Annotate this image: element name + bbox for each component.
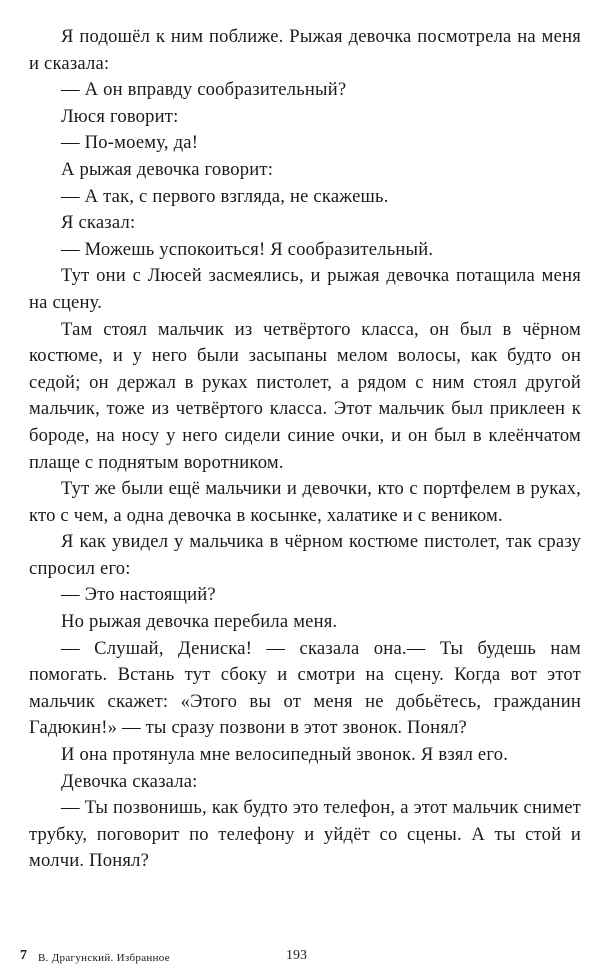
signature-mark: 7 [20, 948, 27, 963]
paragraph: Я как увидел у мальчика в чёрном костюме пистолет, так сразу спросил его: [29, 531, 581, 579]
paragraph: Люся говорит: [61, 105, 179, 127]
paragraph: Там стоял мальчик из четвёртого класса, он был в чёрном костюме, и у него были засыпаны мелом волосы, как будто он седой; он держал в руках пистолет, а рядом с ним стоял другой мальчик, тоже из четвёртого класса. Этот мальчик был приклеен к бороде, на носу у него сидели синие очки, и он был в клеёнчатом плаще с поднятым воротником. [29, 318, 581, 473]
page-body [29, 24, 581, 875]
paragraph: Тут они с Люсей засмеялись, и рыжая девочка потащила меня на сцену. [29, 265, 581, 313]
paragraph: Я подошёл к ним поближе. Рыжая девочка посмотрела на меня и сказала: [29, 26, 581, 74]
paragraph: Девочка сказала: [61, 770, 198, 792]
paragraph: Но рыжая девочка перебила меня. [61, 611, 338, 633]
running-title: В. Драгунский. Избранное [38, 952, 170, 964]
paragraph: Я сказал: [61, 212, 136, 234]
paragraph: — А он вправду сообразительный? [61, 79, 347, 101]
paragraph: — Слушай, Дениска! — сказала она.— Ты будешь нам помогать. Встань тут сбоку и смотри на сцену. Когда вот этот мальчик скажет: «Этого вы от меня не добьётесь, гражданин Гадюкин!» — ты сразу позвони в этот звонок. Понял? [29, 637, 581, 739]
page-number: 193 [286, 948, 307, 963]
paragraph: — Это настоящий? [61, 584, 216, 606]
paragraph: А рыжая девочка говорит: [61, 158, 274, 180]
paragraph: — Ты позвонишь, как будто это телефон, а этот мальчик снимет трубку, поговорит по телефону и уйдёт со сцены. А ты стой и молчи. Понял? [29, 797, 581, 872]
paragraph: — Можешь успокоиться! Я сообразительный. [61, 238, 434, 260]
paragraph: И она протянула мне велосипедный звонок. Я взял его. [61, 744, 509, 766]
paragraph: — По-моему, да! [61, 132, 199, 154]
paragraph: — А так, с первого взгляда, не скажешь. [61, 185, 389, 207]
paragraph: Тут же были ещё мальчики и девочки, кто с портфелем в руках, кто с чем, а одна девочка в косынке, халатике и с веником. [29, 478, 581, 526]
